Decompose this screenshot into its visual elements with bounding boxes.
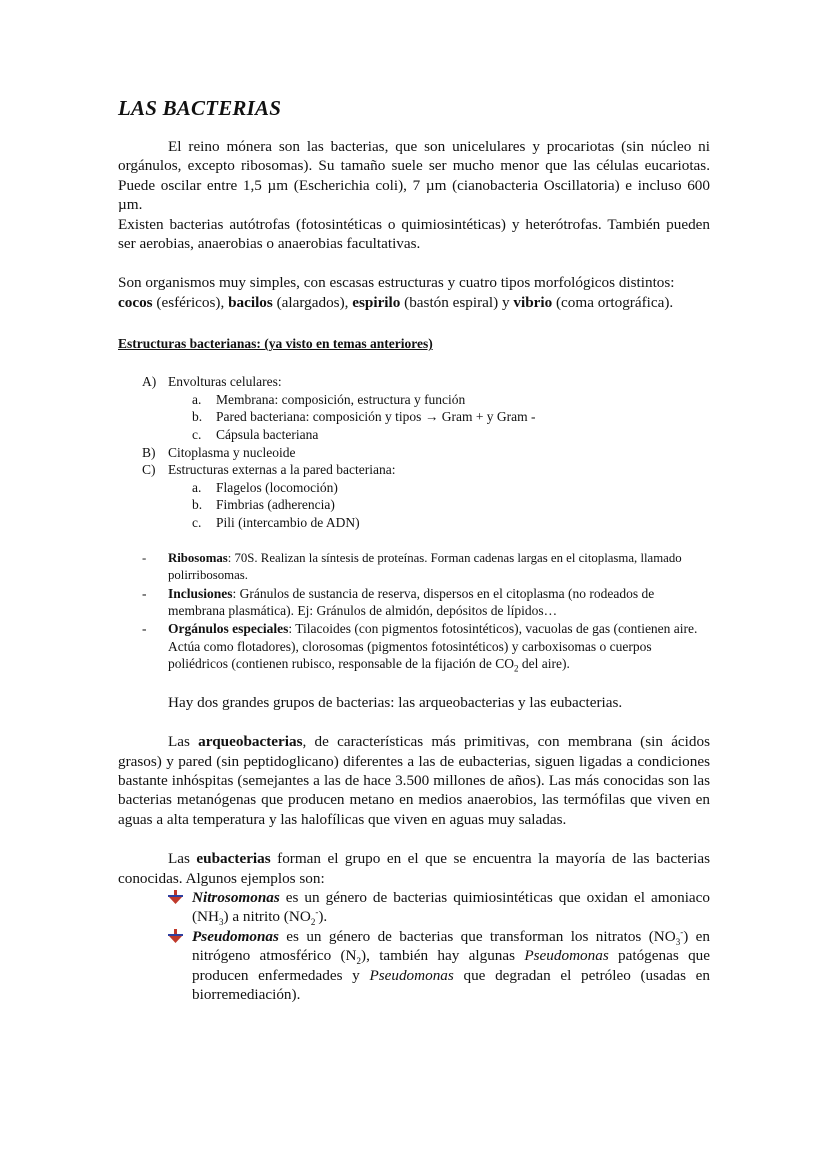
text-run: Pared bacteriana: composición y tipos [216, 409, 425, 425]
structures-outline [118, 373, 710, 531]
outline-text: Pili (intercambio de ADN) [216, 515, 360, 530]
outline-text: Citoplasma y nucleoide [168, 444, 296, 460]
groups-intro: Hay dos grandes grupos de bacterias: las arqueobacterias y las eubacterias. [168, 693, 623, 711]
list-item-text [192, 927, 710, 1005]
outline-subitem [118, 426, 710, 444]
outline-marker: C) [142, 462, 156, 478]
term-nitrosomonas: Nitrosomonas [192, 889, 280, 906]
arrow-down-icon [118, 927, 192, 1005]
subscript: 2 [514, 663, 519, 674]
page-title: LAS BACTERIAS [118, 96, 282, 120]
term-cocos: cocos [118, 293, 153, 311]
outline-text: Membrana: composición, estructura y función [216, 391, 466, 407]
term-pseudomonas: Pseudomonas [192, 927, 279, 945]
list-item [118, 927, 710, 1005]
outline-text [216, 408, 536, 426]
text-run: ) a nitrito (NO [223, 908, 311, 926]
text-run: forman el grupo en el que se encuentra la mayoría de las bacterias conocidas. Algunos ejemplos son: [118, 850, 710, 887]
text-run: (bastón espiral) y [400, 293, 514, 311]
outline-marker: A) [142, 374, 157, 390]
outline-subitem [118, 496, 710, 514]
outline-marker: b. [192, 497, 203, 513]
term-organulos: Orgánulos especiales [168, 620, 289, 636]
list-item-text [168, 620, 710, 673]
list-item [118, 585, 710, 620]
outline-subitem [118, 391, 710, 409]
list-item [118, 888, 710, 927]
text-run: patógenas que producen enfermedades y [192, 947, 710, 984]
text-run: del aire). [518, 656, 570, 672]
intro-paragraph-2: Existen bacterias autótrofas (fotosintéticas o quimiosintéticas) y heterótrofas. También pueden ser aerobias, anaerobias o anaerobias facultativas. [118, 215, 710, 253]
arqueobacterias-paragraph [118, 732, 710, 829]
section-heading-structures: Estructuras bacterianas: (ya visto en temas anteriores) [118, 336, 433, 352]
right-arrow-icon: → [424, 409, 439, 425]
list-item-text [168, 550, 710, 585]
text-run: ) en nitrógeno atmosférico (N [192, 927, 710, 965]
text-run: (esféricos), [152, 293, 229, 311]
outline-subitem [118, 408, 710, 426]
subscript: 2 [310, 917, 316, 928]
text-run: : 70S. Realizan la síntesis de proteínas. Forman cadenas largas en el citoplasma, llamado polirribosomas. [168, 550, 682, 583]
list-item-text [192, 888, 710, 927]
dash-marker: - [142, 620, 147, 636]
eubacterias-paragraph [118, 849, 710, 888]
italic-term: Pseudomonas [524, 947, 609, 965]
text-run: , de características más primitivas, con membrana (sin ácidos grasos) y pared (sin peptidoglicano) diferentes a las de eubacterias, siguen ligadas a condiciones bastante inhóspitas (semejantes a las de hace 3.500 millones de años). Las más conocidas son las bacterias metanógenas que producen metano en medios anaerobios, las termófilas que viven en aguas a alta temperatura y las halofílicas que viven en aguas muy saladas. [118, 733, 710, 828]
intro-paragraph-1: El reino mónera son las bacterias, que son unicelulares y procariotas (sin núcleo ni orgánulos, excepto ribosomas). Su tamaño suele ser mucho menor que las células eucariotas. Puede oscilar entre 1,5 µm (Escherichia coli), 7 µm (cianobacteria Oscillatoria) e incluso 600 µm. [118, 138, 710, 214]
subscript: 3 [219, 917, 224, 928]
outline-subitem [118, 514, 710, 532]
outline-marker: a. [192, 479, 202, 495]
text-run: (coma ortográfica). [552, 293, 674, 311]
term-vibrio: vibrio [513, 293, 553, 311]
outline-text: Estructuras externas a la pared bacteriana: [168, 462, 396, 478]
outline-marker: b. [192, 409, 203, 425]
subscript: 2 [356, 956, 362, 967]
outline-item [118, 444, 710, 462]
text-run: Gram + y Gram - [438, 409, 536, 425]
outline-item [118, 373, 710, 391]
superscript: - [680, 926, 684, 937]
text-run: que degradan el petróleo (usadas en biorremediación). [192, 966, 710, 1004]
text-run: es un género de bacterias quimiosintéticas que oxidan el amoniaco (NH [192, 889, 710, 926]
outline-item [118, 461, 710, 479]
intro-paragraph-3 [118, 273, 710, 312]
text-run: ). [318, 908, 328, 926]
outline-text: Fimbrias (adherencia) [216, 497, 335, 513]
superscript: - [315, 907, 319, 918]
term-eubacterias: eubacterias [196, 850, 271, 868]
outline-marker: c. [192, 427, 202, 443]
text-run: es un género de bacterias que transforman los nitratos (NO [278, 927, 676, 945]
document-page [118, 96, 710, 1004]
text-run: : Tilacoides (con pigmentos fotosintéticos), vacuolas de gas (contienen aire. Actúa como flotadores), clorosomas (pigmentos fotosintéticos) y carboxisomas o cuerpos poliédricos (contienen rubisco, responsable de la fijación de CO [168, 620, 698, 672]
term-espirilo: espirilo [352, 293, 401, 311]
term-ribosomas: Ribosomas [168, 550, 228, 565]
list-item [118, 620, 710, 673]
italic-term: Pseudomonas [369, 966, 454, 984]
text-run: Las [168, 733, 199, 751]
subscript: 3 [675, 936, 681, 947]
outline-subitem [118, 479, 710, 497]
text-run: Son organismos muy simples, con escasas estructuras y cuatro tipos morfológicos distintos: [118, 274, 675, 292]
list-item-text [168, 585, 710, 620]
dash-marker: - [142, 550, 147, 565]
outline-marker: B) [142, 444, 156, 460]
examples-list [118, 888, 710, 1004]
structures-detail-list [118, 550, 710, 673]
outline-marker: c. [192, 515, 202, 530]
arrow-down-icon [118, 888, 192, 927]
text-run: Las [168, 850, 197, 868]
outline-text: Envolturas celulares: [168, 374, 282, 390]
dash-marker: - [142, 585, 147, 601]
text-run: : Gránulos de sustancia de reserva, dispersos en el citoplasma (no rodeados de membrana plasmática). Ej: Gránulos de almidón, depósitos de lípidos… [168, 585, 655, 619]
list-item [118, 550, 710, 585]
outline-text: Cápsula bacteriana [216, 427, 319, 443]
text-run: ), también hay algunas [361, 947, 525, 965]
term-inclusiones: Inclusiones [168, 585, 233, 601]
term-arqueobacterias: arqueobacterias [198, 733, 303, 751]
outline-marker: a. [192, 391, 202, 407]
term-bacilos: bacilos [228, 293, 273, 311]
outline-text: Flagelos (locomoción) [216, 479, 338, 495]
text-run: (alargados), [272, 293, 353, 311]
